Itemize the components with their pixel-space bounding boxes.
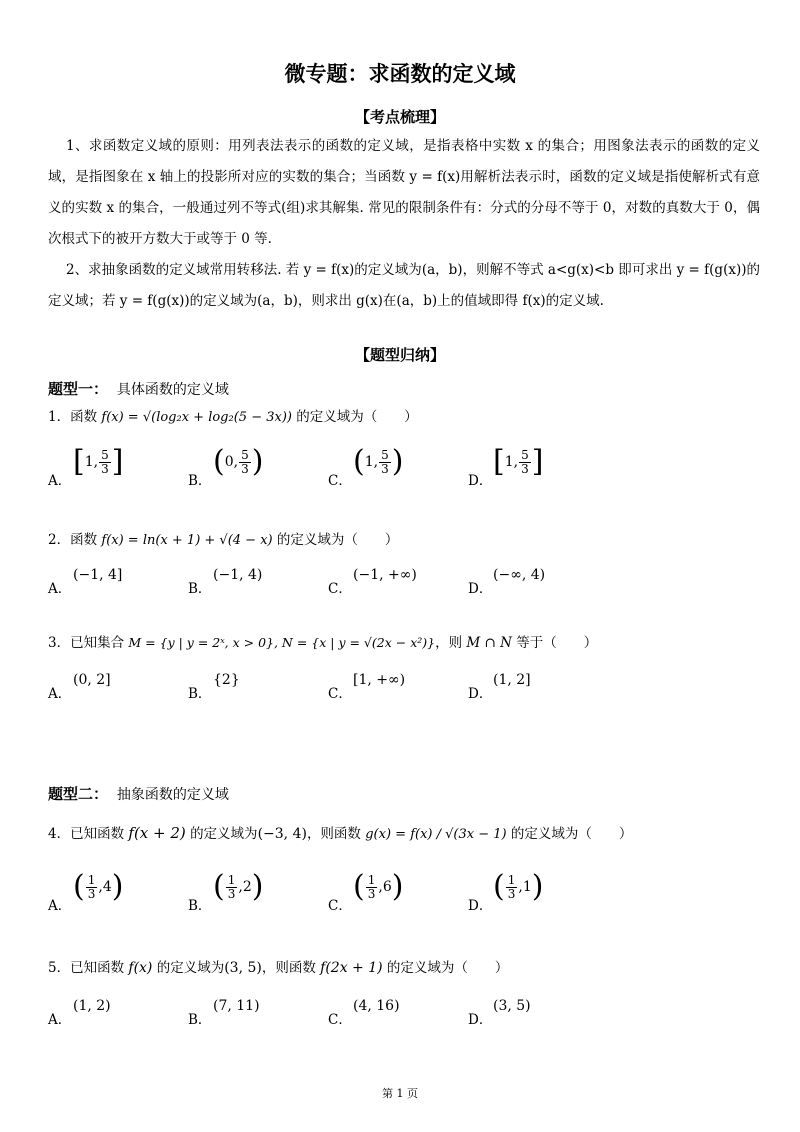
question-5-number: 5．已知函数 — [48, 960, 125, 976]
interval-end: 1 — [522, 879, 532, 895]
comma: , — [378, 879, 383, 895]
comma: , — [238, 879, 243, 895]
question-3-option-label: C． — [328, 686, 352, 702]
type-two-heading — [48, 783, 229, 804]
fraction — [379, 449, 391, 476]
fraction-denominator: 3 — [87, 886, 96, 901]
question-5-option-label: C． — [328, 1012, 352, 1028]
question-5-formula-2: f(2x + 1) — [320, 960, 383, 976]
paragraph-2 — [48, 255, 760, 317]
left-bracket: ( — [213, 444, 225, 479]
interval-end: 6 — [382, 879, 392, 895]
question-2-option-value: (−1, 4) — [213, 567, 263, 583]
question-3-option-value: (0, 2] — [73, 672, 111, 688]
question-4-formula: f(x + 2) — [128, 824, 186, 842]
section-heading-question-types: 【题型归纳】 — [354, 346, 445, 364]
question-3-formula-2: M ∩ N — [466, 635, 512, 651]
question-4-option-value — [493, 869, 544, 904]
question-1-formula: f(x) = √(log₂x + log₂(5 − 3x)) — [101, 410, 292, 425]
question-2-tail: 的定义域为（ ） — [276, 532, 399, 548]
paragraph-2-text: 2、求抽象函数的定义域常用转移法. 若 y = f(x)的定义域为(a，b)，则解不等式 a<g(x)<b 即可求出 y = f(g(x))的定义域；若 y = f(g(x))的定义域为(a，b)，则求出 g(x)在(a，b)上的值域即得 f(x)的定义域. — [48, 262, 760, 309]
question-1-option-label: D． — [468, 473, 493, 489]
right-bracket: ] — [111, 444, 124, 479]
question-2-option-label: C． — [328, 581, 352, 597]
fraction — [239, 449, 251, 476]
question-3-option-value: [1, +∞) — [353, 672, 406, 688]
left-bracket: ( — [353, 444, 365, 479]
question-4-mid-2: ，则函数 — [306, 826, 361, 842]
type-two-text: 抽象函数的定义域 — [116, 787, 229, 803]
question-5-option-value: (7, 11) — [213, 998, 260, 1014]
question-3-option-value: {2} — [213, 672, 240, 688]
fraction-numerator: 5 — [381, 447, 389, 462]
fraction — [506, 874, 518, 901]
right-bracket: ) — [251, 444, 264, 479]
fraction — [226, 874, 238, 901]
question-3-formula: M = {y | y = 2ˣ, x > 0}, N = {x | y = √(2x − x²)} — [128, 635, 436, 650]
fraction-numerator: 5 — [241, 447, 249, 462]
left-bracket: [ — [73, 444, 85, 479]
question-4-option-value — [213, 869, 264, 904]
fraction — [519, 449, 531, 476]
fraction-denominator: 3 — [367, 886, 376, 901]
question-4-formula-2: g(x) = f(x) / √(3x − 1) — [365, 827, 507, 842]
fraction-numerator: 1 — [507, 872, 516, 887]
fraction — [86, 874, 98, 901]
fraction — [366, 874, 378, 901]
right-bracket: ) — [391, 444, 404, 479]
fraction-numerator: 5 — [101, 447, 109, 462]
question-3-number: 3．已知集合 — [48, 635, 125, 651]
question-5-option-label: B． — [188, 1012, 212, 1028]
question-1-number: 1．函数 — [48, 409, 98, 425]
question-4 — [48, 822, 632, 842]
type-one-text: 具体函数的定义域 — [116, 382, 229, 398]
question-5-option-value: (1, 2) — [73, 998, 111, 1014]
question-5 — [48, 956, 508, 976]
question-4-option-label: A． — [48, 898, 72, 914]
fraction — [99, 449, 111, 476]
question-2 — [48, 528, 398, 548]
question-2-option-value: (−∞, 4) — [493, 567, 546, 583]
question-4-option-value — [73, 869, 124, 904]
interval-end: 4 — [102, 879, 112, 895]
interval-start: 0 — [224, 454, 234, 470]
left-bracket: [ — [493, 444, 505, 479]
question-4-option-label: C． — [328, 898, 352, 914]
question-1 — [48, 405, 418, 425]
question-2-formula: f(x) = ln(x + 1) + √(4 − x) — [101, 533, 273, 548]
question-1-option-value — [493, 444, 544, 479]
fraction-denominator: 3 — [241, 461, 249, 476]
fraction-denominator: 3 — [227, 886, 236, 901]
question-3-option-label: D． — [468, 686, 493, 702]
fraction-numerator: 1 — [227, 872, 236, 887]
comma: , — [518, 879, 523, 895]
page-footer: 第 1 页 — [382, 1087, 418, 1100]
section-heading-key-points: 【考点梳理】 — [354, 108, 445, 126]
right-bracket: ) — [251, 869, 264, 904]
question-3 — [48, 631, 597, 651]
question-4-option-value — [353, 869, 404, 904]
question-2-option-label: D． — [468, 581, 493, 597]
fraction-denominator: 3 — [521, 461, 529, 476]
question-5-option-label: D． — [468, 1012, 493, 1028]
question-1-option-value — [73, 444, 124, 479]
question-5-formula: f(x) — [128, 960, 153, 976]
right-bracket: ) — [391, 869, 404, 904]
left-bracket: ( — [353, 869, 365, 904]
paragraph-1-text: 1、求函数定义域的原则：用列表法表示的函数的定义域，是指表格中实数 x 的集合；用图象法表示的函数的定义域，是指图象在 x 轴上的投影所对应的实数的集合；当函数 y = f(x)用解析法表示时，函数的定义域是指使解析式有意义的实数 x 的集合，一般通过列不等式(组)求其解集. 常见的限制条件有：分式的分母不等于 0，对数的真数大于 0，偶次根式下的被开方数大于或等于 0 等. — [48, 138, 760, 247]
question-1-option-label: C． — [328, 473, 352, 489]
question-2-option-label: B． — [188, 581, 212, 597]
question-5-domain: (3, 5) — [224, 960, 262, 976]
question-3-option-value: (1, 2] — [493, 672, 531, 688]
question-1-option-value — [213, 444, 264, 479]
question-4-mid-1: 的定义域为 — [190, 826, 258, 842]
comma: , — [373, 454, 379, 470]
question-3-tail: 等于（ ） — [516, 635, 598, 651]
page-title: 微专题：求函数的定义域 — [284, 62, 516, 86]
interval-start: 1 — [364, 454, 374, 470]
question-4-number: 4．已知函数 — [48, 826, 125, 842]
question-5-option-value: (3, 5) — [493, 998, 531, 1014]
question-1-tail: 的定义域为（ ） — [296, 409, 418, 425]
question-3-option-label: B． — [188, 686, 212, 702]
type-two-label: 题型二： — [48, 785, 109, 803]
fraction-denominator: 3 — [507, 886, 516, 901]
question-2-option-value: (−1, +∞) — [353, 567, 417, 583]
question-4-option-label: D． — [468, 898, 493, 914]
question-4-domain: (−3, 4) — [257, 826, 307, 842]
fraction-numerator: 1 — [87, 872, 96, 887]
fraction-denominator: 3 — [101, 461, 109, 476]
paragraph-1 — [48, 131, 760, 255]
interval-end: 2 — [242, 879, 252, 895]
left-bracket: ( — [213, 869, 225, 904]
fraction-numerator: 5 — [521, 447, 529, 462]
interval-start: 1 — [84, 454, 94, 470]
question-5-mid-2: ，则函数 — [261, 960, 316, 976]
type-one-heading — [48, 378, 229, 399]
right-bracket: ] — [531, 444, 544, 479]
right-bracket: ) — [111, 869, 124, 904]
comma: , — [233, 454, 239, 470]
question-4-option-label: B． — [188, 898, 212, 914]
left-bracket: ( — [73, 869, 85, 904]
right-bracket: ) — [531, 869, 544, 904]
question-4-tail: 的定义域为（ ） — [510, 826, 633, 842]
comma: , — [98, 879, 103, 895]
question-5-option-value: (4, 16) — [353, 998, 400, 1014]
comma: , — [93, 454, 99, 470]
question-5-tail: 的定义域为（ ） — [386, 960, 509, 976]
interval-start: 1 — [504, 454, 514, 470]
question-2-option-value: (−1, 4] — [73, 567, 123, 583]
question-2-number: 2．函数 — [48, 532, 98, 548]
type-one-label: 题型一： — [48, 380, 109, 398]
fraction-denominator: 3 — [381, 461, 389, 476]
fraction-numerator: 1 — [367, 872, 376, 887]
question-3-option-label: A． — [48, 686, 72, 702]
question-3-mid: ，则 — [435, 635, 463, 651]
question-2-option-label: A． — [48, 581, 72, 597]
comma: , — [513, 454, 519, 470]
question-1-option-label: A． — [48, 473, 72, 489]
question-5-mid-1: 的定义域为 — [156, 960, 225, 976]
left-bracket: ( — [493, 869, 505, 904]
question-1-option-label: B． — [188, 473, 212, 489]
question-1-option-value — [353, 444, 404, 479]
question-5-option-label: A． — [48, 1012, 72, 1028]
